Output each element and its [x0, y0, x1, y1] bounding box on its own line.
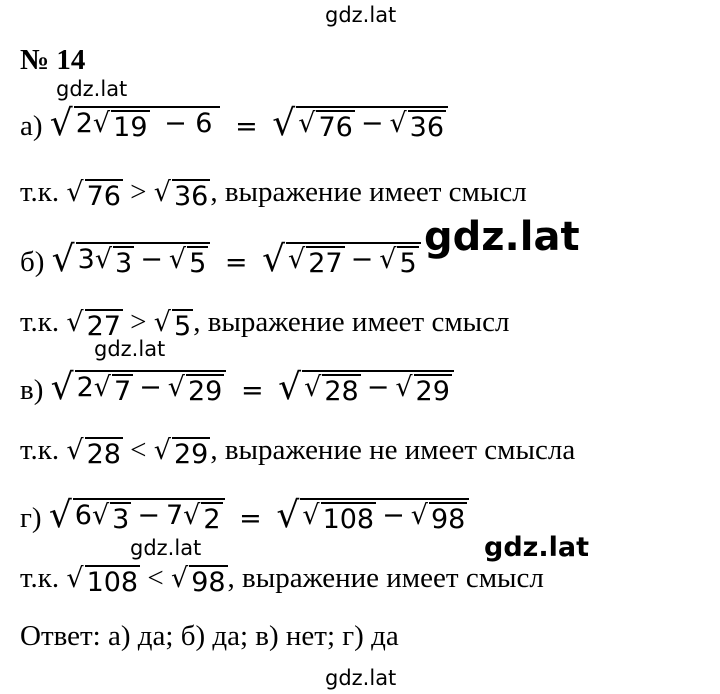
condition-a: т.к. √ 76 > √ 36 , выражение имеет смысл — [20, 176, 527, 212]
sqrt-inner: √ 19 — [92, 108, 148, 143]
equation-g: г) √ 6 √ 3 − 7 √ 2 = √ √ 108 − √ 98 — [20, 498, 469, 534]
answer-line: Ответ: а) да; б) да; в) нет; г) да — [20, 620, 399, 652]
equation-b: б) √ 3 √ 3 − √ 5 = √ √ 27 − √ 5 — [20, 242, 421, 278]
watermark-g-medium: gdz.lat — [484, 532, 590, 563]
watermark-g-small: gdz.lat — [130, 536, 202, 560]
condition-b: т.к. √ 27 > √ 5 , выражение имеет смысл — [20, 306, 510, 342]
watermark-a: gdz.lat — [56, 77, 128, 101]
watermark-b-large: gdz.lat — [424, 214, 580, 260]
label-a: а) — [20, 110, 43, 142]
equation-a: а) √ 2 √ 19 − 6 = √ √ 76 − √ 36 — [20, 106, 448, 142]
condition-g: т.к. √ 108 < √ 98 , выражение имеет смысл — [20, 562, 544, 598]
equation-v: в) √ 2 √ 7 − √ 29 = √ √ 28 − √ 29 — [20, 370, 454, 406]
watermark-top: gdz.lat — [325, 3, 397, 27]
condition-v: т.к. √ 28 < √ 29 , выражение не имеет смысла — [20, 434, 576, 470]
problem-title: № 14 — [20, 44, 86, 76]
label-b: б) — [20, 246, 45, 278]
sqrt-outer: √ √ 76 − √ 36 — [272, 106, 448, 142]
sqrt-outer: √ 2 √ 19 − 6 — [50, 106, 221, 142]
watermark-v: gdz.lat — [94, 337, 166, 361]
label-v: в) — [20, 374, 44, 406]
label-g: г) — [20, 502, 42, 534]
watermark-bottom: gdz.lat — [325, 666, 397, 690]
